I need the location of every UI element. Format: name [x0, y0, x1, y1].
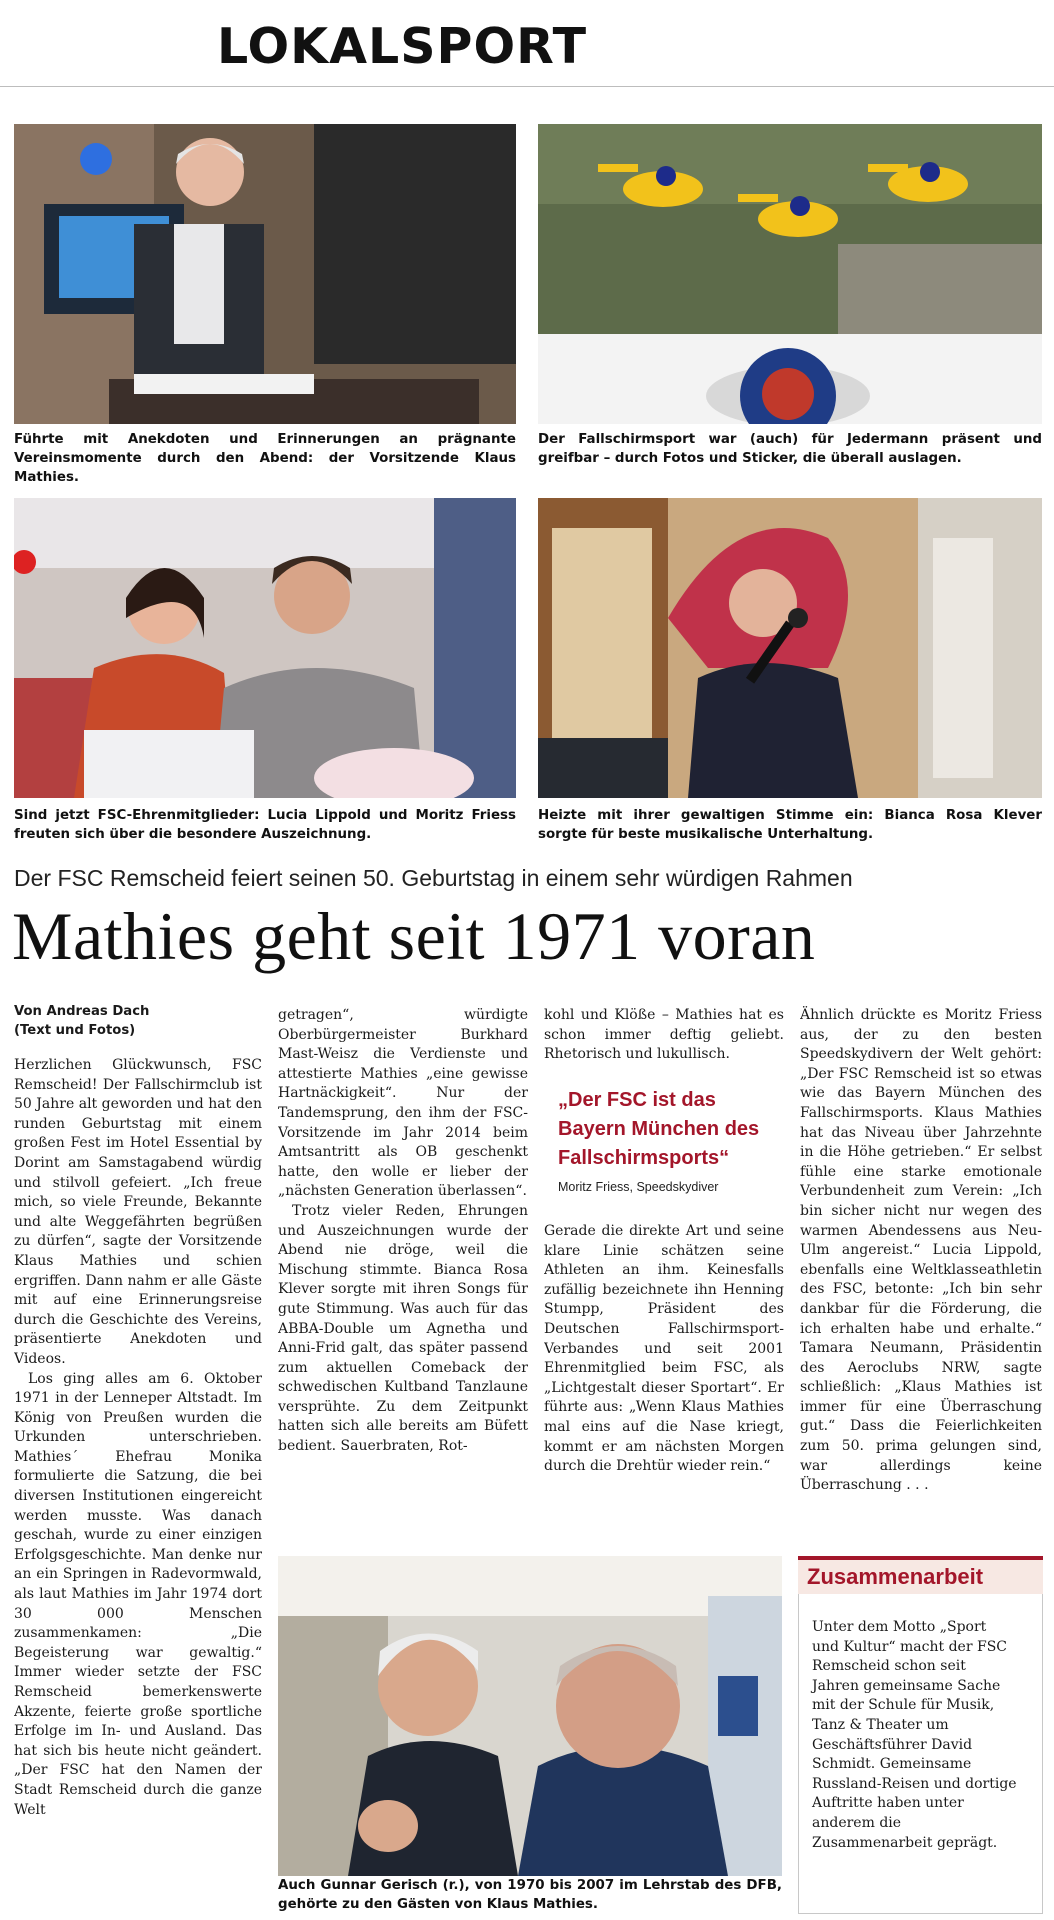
- caption-singer: Heizte mit ihrer gewaltigen Stimme ein: Bianca Rosa Klever sorgte für beste musikalische Unterhaltung.: [538, 808, 1042, 842]
- article-kicker: Der FSC Remscheid feiert seinen 50. Geburtstag in einem sehr würdigen Rahmen: [14, 865, 853, 891]
- photo-singer: [538, 498, 1042, 798]
- caption-guests: Auch Gunnar Gerisch (r.), von 1970 bis 2007 im Lehrstab des DFB, gehörte zu den Gästen von Klaus Mathies.: [278, 1878, 782, 1912]
- article-paragraph: Gerade die direkte Art und seine klare Linie schätzen seine Athleten an ihm. Keinesfalls zufällig bezeichnete ihn Henning Stumpp, Präsident des Deutschen Fallschirmsport-Verbandes und seit 2001 Ehrenmitglied beim FSC, als „Lichtgestalt dieser Sportart“. Er führte aus: „Wenn Klaus Mathies mal eins auf die Nase kriegt, kommt er am nächsten Morgen durch die Drehtür wieder rein.“: [544, 1223, 784, 1475]
- infobox-title: Zusammenarbeit: [798, 1556, 1043, 1594]
- article-paragraph: kohl und Klöße – Mathies hat es schon immer deftig geliebt. Rhetorisch und lukullisch.: [544, 1007, 784, 1063]
- photo-skydivers: [538, 124, 1042, 424]
- article-column-2: [278, 1006, 528, 1526]
- article-column-4: [800, 1006, 1042, 1528]
- article-paragraph: Los ging alles am 6. Oktober 1971 in der Lenneper Altstadt. Im König von Preußen wurden die Urkunden unterschrieben. Mathies´ Ehefrau Monika formulierte die Satzung, die bei diversen Institutionen eingereicht werden musste. Was danach geschah, wurde zu einer einzigen Erfolgsgeschichte. Man denke nur an ein Springen in Radevormwald, als laut Mathies im Jahr 1974 dort 30 000 Menschen zusammenkamen: „Die Begeisterung war gewaltig.“ Immer wieder setzte der FSC Remscheid bemerkenswerte Akzente, feierte große sportliche Erfolge im In- und Ausland. Das hat sich bis heute nicht geändert. „Der FSC hat den Namen der Stadt Remscheid durch die ganze Welt: [14, 1370, 262, 1818]
- pull-quote: „Der FSC ist das Bayern München des Fallschirmsports“: [558, 1089, 760, 1169]
- caption-skydivers: Der Fallschirmsport war (auch) für Jedermann präsent und greifbar – durch Fotos und Sticker, die überall auslagen.: [538, 432, 1042, 466]
- byline-credit: (Text und Fotos): [14, 1023, 136, 1038]
- article-column-3-top: [544, 1006, 784, 1070]
- article-paragraph: Herzlichen Glückwunsch, FSC Remscheid! Der Fallschirmclub ist 50 Jahre alt geworden und hat den runden Geburtstag mit einem großen Fest im Hotel Essential by Dorint am Samstagabend würdig und stilvoll gefeiert. „Ich freue mich, so viele Freunde, Bekannte und alte Weggefährten begrüßen zu dürfen“, sagte der Vorsitzende Klaus Mathies und schien ergriffen. Dann nahm er alle Gäste mit auf eine Erinnerungsreise durch die Geschichte des Vereins, präsentierte Anekdoten und Videos.: [14, 1057, 262, 1367]
- article-paragraph: getragen“, würdigte Oberbürgermeister Burkhard Mast-Weisz die Verdienste und attestierte Mathies „eine gewisse Hartnäckigkeit“. Nur der Tandemsprung, den ihm der FSC-Vorsitzende im Jahr 2014 beim Amtsantritt als OB geschenkt hatte, den wolle er lieber der „nächsten Generation überlassen“.: [278, 1007, 528, 1200]
- photo-speaker: [14, 124, 516, 424]
- caption-speaker: Führte mit Anekdoten und Erinnerungen an prägnante Vereinsmomente durch den Abend: der Vorsitzende Klaus Mathies.: [14, 432, 516, 485]
- infobox-text: Unter dem Motto „Sport und Kultur“ macht der FSC Remscheid schon seit Jahren gemeinsame Sache mit der Schule für Musik, Tanz & Theater um Geschäftsführer David Schmidt. Gemeinsame Russland-Reisen und dortige Auftritte haben unter anderem die Zusammenarbeit geprägt.: [812, 1619, 1017, 1851]
- caption-honorary-members: Sind jetzt FSC-Ehrenmitglieder: Lucia Lippold und Moritz Friess freuten sich über die besondere Auszeichnung.: [14, 808, 516, 842]
- section-title: LOKALSPORT: [217, 18, 588, 75]
- byline-author: Von Andreas Dach: [14, 1004, 150, 1019]
- photo-guests: [278, 1556, 782, 1876]
- header-rule: [0, 86, 1054, 87]
- article-column-3-bottom: [544, 1222, 784, 1522]
- photo-honorary-members: [14, 498, 516, 798]
- article-headline: Mathies geht seit 1971 voran: [12, 898, 816, 974]
- article-paragraph: Trotz vieler Reden, Ehrungen und Auszeichnungen wurde der Abend nie dröge, weil die Mischung stimmte. Bianca Rosa Klever sorgte mit ihren Songs für gute Stimmung. Was auch für das ABBA-Double um Agnetha und Anni-Frid galt, das später passend zum aktuellen Comeback der schwedischen Kultband Tanzlaune versprühte. Zu dem Zeitpunkt hatten sich alle bereits am Büfett bedient. Sauerbraten, Rot-: [278, 1202, 528, 1455]
- pull-quote-source: Moritz Friess, Speedskydiver: [558, 1180, 719, 1194]
- byline: [14, 1002, 149, 1040]
- article-paragraph: Ähnlich drückte es Moritz Friess aus, der zu den besten Speedskydivern der Welt gehört: „Der FSC Remscheid ist so etwas wie das Bayern München des Fallschirmsports. Klaus Mathies hat das Niveau über Jahrzehnte in die Höhe getrieben.“ Er selbst fühle eine starke emotionale Verbundenheit zum Verein: „Ich bin sicher nicht nur wegen des warmen Abendessens aus Neu-Ulm angereist.“ Lucia Lippold, ebenfalls eine Weltklasseathletin des FSC, betonte: „Ich bin sehr dankbar für die Förderung, die ich erhalten habe und erhalte.“ Tamara Neumann, Präsidentin des Aeroclubs NRW, sagte schließlich: „Klaus Mathies ist immer für eine Überraschung gut.“ Dass die Feierlichkeiten zum 50. prima gelungen sind, war allerdings keine Überraschung . . .: [800, 1007, 1042, 1494]
- article-column-1: [14, 1056, 262, 1896]
